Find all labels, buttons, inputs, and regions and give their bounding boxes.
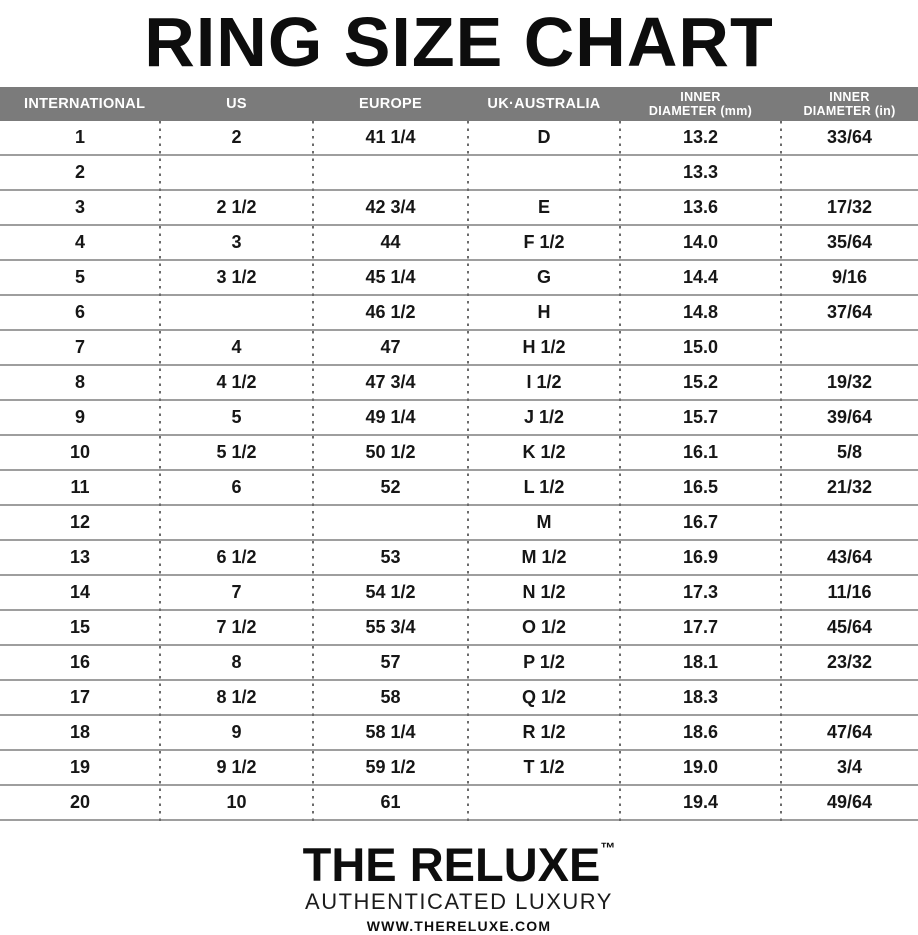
table-row [0, 260, 918, 295]
table-row [0, 715, 918, 750]
table-cell: 11/16 [781, 575, 918, 610]
brand-tagline: AUTHENTICATED LUXURY [305, 889, 613, 914]
table-cell: 2 [0, 155, 160, 190]
table-cell: 6 [160, 470, 313, 505]
table-cell: 19.4 [620, 785, 781, 820]
table-row [0, 645, 918, 680]
table-cell: 18.1 [620, 645, 781, 680]
table-cell: 12 [0, 505, 160, 540]
table-cell: 57 [313, 645, 468, 680]
table-cell: 17 [0, 680, 160, 715]
table-cell: 1 [0, 121, 160, 155]
table-cell: 13.3 [620, 155, 781, 190]
table-row [0, 680, 918, 715]
table-cell: 21/32 [781, 470, 918, 505]
table-cell: 8 1/2 [160, 680, 313, 715]
table-cell: 47/64 [781, 715, 918, 750]
table-cell: 14.8 [620, 295, 781, 330]
table-cell: 16.5 [620, 470, 781, 505]
table-cell: H 1/2 [468, 330, 620, 365]
table-cell: 17/32 [781, 190, 918, 225]
table-cell [781, 155, 918, 190]
table-cell: 3 [0, 190, 160, 225]
table-cell: 61 [313, 785, 468, 820]
table-cell: F 1/2 [468, 225, 620, 260]
table-cell: D [468, 121, 620, 155]
table-cell: 47 3/4 [313, 365, 468, 400]
table-cell: 5 [0, 260, 160, 295]
table-cell: I 1/2 [468, 365, 620, 400]
brand-website: WWW.THERELUXE.COM [366, 918, 552, 934]
brand-name: THE RELUXE [302, 838, 601, 891]
table-cell: 10 [0, 435, 160, 470]
table-cell: 43/64 [781, 540, 918, 575]
table-cell: 5 [160, 400, 313, 435]
table-cell: R 1/2 [468, 715, 620, 750]
table-row [0, 155, 918, 190]
table-cell: 18.3 [620, 680, 781, 715]
table-cell: 39/64 [781, 400, 918, 435]
table-cell: 15 [0, 610, 160, 645]
table-cell: 2 1/2 [160, 190, 313, 225]
col-header-international: INTERNATIONAL [0, 87, 160, 121]
table-cell: 10 [160, 785, 313, 820]
table-cell: 44 [313, 225, 468, 260]
table-cell: 50 1/2 [313, 435, 468, 470]
table-cell: 16.7 [620, 505, 781, 540]
table-cell: 13 [0, 540, 160, 575]
col-header-uk-australia: UK·AUSTRALIA [468, 87, 620, 121]
col-header-europe: EUROPE [313, 87, 468, 121]
table-cell: 45/64 [781, 610, 918, 645]
table-cell: Q 1/2 [468, 680, 620, 715]
table-cell: P 1/2 [468, 645, 620, 680]
table-row [0, 540, 918, 575]
table-row [0, 400, 918, 435]
table-cell: 16 [0, 645, 160, 680]
page-title: RING SIZE CHART [144, 3, 774, 81]
table-cell: K 1/2 [468, 435, 620, 470]
table-cell [160, 295, 313, 330]
table-cell: 8 [160, 645, 313, 680]
table-cell: 4 1/2 [160, 365, 313, 400]
table-cell: 3 [160, 225, 313, 260]
size-conversion-table [0, 87, 918, 821]
table-cell: 7 1/2 [160, 610, 313, 645]
table-cell [313, 155, 468, 190]
table-row [0, 330, 918, 365]
table-cell: 41 1/4 [313, 121, 468, 155]
table-cell: 17.7 [620, 610, 781, 645]
table-cell: 58 1/4 [313, 715, 468, 750]
table-cell: 47 [313, 330, 468, 365]
table-cell: 52 [313, 470, 468, 505]
header-row [0, 87, 918, 121]
footer [0, 824, 918, 935]
table-cell: 14 [0, 575, 160, 610]
table-cell: 15.0 [620, 330, 781, 365]
table-cell: 19.0 [620, 750, 781, 785]
table-cell: 11 [0, 470, 160, 505]
table-cell: 16.1 [620, 435, 781, 470]
table-cell: 14.0 [620, 225, 781, 260]
table-cell [160, 155, 313, 190]
table-cell: 9 [0, 400, 160, 435]
table-cell: 9/16 [781, 260, 918, 295]
table-cell: 4 [160, 330, 313, 365]
table-cell: 23/32 [781, 645, 918, 680]
table-cell: 53 [313, 540, 468, 575]
table-row [0, 365, 918, 400]
table-cell: 6 [0, 295, 160, 330]
table-cell: 6 1/2 [160, 540, 313, 575]
table-cell: 37/64 [781, 295, 918, 330]
table-row [0, 295, 918, 330]
table-cell: 19 [0, 750, 160, 785]
table-cell: G [468, 260, 620, 295]
trademark-symbol: ™ [600, 840, 616, 857]
table-cell: 13.6 [620, 190, 781, 225]
table-cell [468, 785, 620, 820]
table-cell: 49 1/4 [313, 400, 468, 435]
table-cell: 18.6 [620, 715, 781, 750]
table-cell: 3 1/2 [160, 260, 313, 295]
table-cell: 13.2 [620, 121, 781, 155]
table-cell: 5 1/2 [160, 435, 313, 470]
table-cell: 46 1/2 [313, 295, 468, 330]
table-cell: 54 1/2 [313, 575, 468, 610]
table-cell: 8 [0, 365, 160, 400]
table-cell: 9 [160, 715, 313, 750]
table-cell: M [468, 505, 620, 540]
table-cell: O 1/2 [468, 610, 620, 645]
table-cell [781, 330, 918, 365]
table-cell: T 1/2 [468, 750, 620, 785]
table-cell [468, 155, 620, 190]
table-cell: 17.3 [620, 575, 781, 610]
table-cell: 7 [160, 575, 313, 610]
table-cell: H [468, 295, 620, 330]
table-cell [781, 505, 918, 540]
table-cell: 35/64 [781, 225, 918, 260]
table-cell: 20 [0, 785, 160, 820]
table-cell [160, 505, 313, 540]
col-header-inner-diameter-in: INNER DIAMETER (in) [781, 87, 918, 121]
table-row [0, 470, 918, 505]
table-row [0, 121, 918, 155]
table-cell: 4 [0, 225, 160, 260]
table-cell: M 1/2 [468, 540, 620, 575]
table-cell: E [468, 190, 620, 225]
table-cell: 15.7 [620, 400, 781, 435]
table-cell: 5/8 [781, 435, 918, 470]
table-cell [781, 680, 918, 715]
table-cell: 45 1/4 [313, 260, 468, 295]
table-cell: 7 [0, 330, 160, 365]
table-row [0, 505, 918, 540]
table-cell: 18 [0, 715, 160, 750]
table-cell: 16.9 [620, 540, 781, 575]
table-cell: 58 [313, 680, 468, 715]
table-header [0, 87, 918, 121]
table-cell: 49/64 [781, 785, 918, 820]
table-cell: 55 3/4 [313, 610, 468, 645]
table-cell: N 1/2 [468, 575, 620, 610]
table-cell: 9 1/2 [160, 750, 313, 785]
table-row [0, 575, 918, 610]
table-cell: 14.4 [620, 260, 781, 295]
table-cell: 33/64 [781, 121, 918, 155]
table-row [0, 610, 918, 645]
table-row [0, 750, 918, 785]
col-header-inner-diameter-mm: INNER DIAMETER (mm) [620, 87, 781, 121]
table-cell: 19/32 [781, 365, 918, 400]
table-cell: L 1/2 [468, 470, 620, 505]
table-row [0, 190, 918, 225]
table-body [0, 121, 918, 820]
table-cell: 42 3/4 [313, 190, 468, 225]
table-row [0, 225, 918, 260]
table-cell: 59 1/2 [313, 750, 468, 785]
table-cell: 2 [160, 121, 313, 155]
table-cell: J 1/2 [468, 400, 620, 435]
table-cell: 3/4 [781, 750, 918, 785]
table-row [0, 785, 918, 820]
table-cell: 15.2 [620, 365, 781, 400]
table-row [0, 435, 918, 470]
brand-logo [0, 824, 918, 890]
col-header-us: US [160, 87, 313, 121]
table-cell [313, 505, 468, 540]
size-table [0, 87, 918, 821]
